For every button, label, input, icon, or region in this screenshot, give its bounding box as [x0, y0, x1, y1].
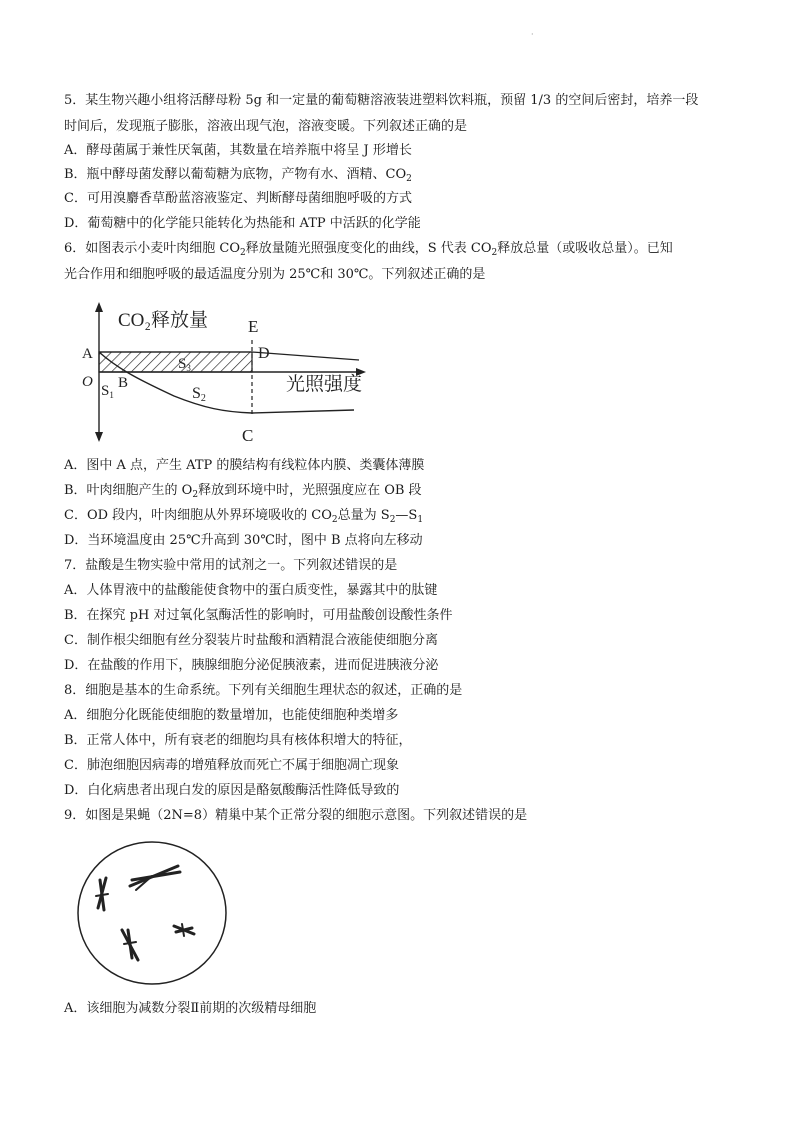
- q6-option-b: [64, 482, 422, 500]
- q6-option-c-part-c: —S: [395, 508, 418, 523]
- q5-option-c: C．可用溴麝香草酚蓝溶液鉴定、判断酵母菌细胞呼吸的方式: [64, 191, 412, 206]
- q8-stem: 8．细胞是基本的生命系统。下列有关细胞生理状态的叙述，正确的是: [64, 683, 463, 698]
- q8-option-c: C．肺泡细胞因病毒的增殖释放而死亡不属于细胞凋亡现象: [64, 758, 399, 773]
- q6-option-a: A．图中 A 点，产生 ATP 的膜结构有线粒体内膜、类囊体薄膜: [64, 458, 425, 473]
- chromosome-3: [122, 930, 138, 960]
- q5-stem-line2: 时间后，发现瓶子膨胀，溶液出现气泡，溶液变暖。下列叙述正确的是: [64, 119, 468, 134]
- y-axis-arrow-down: [95, 432, 103, 442]
- q6-option-c-sub1: 2: [331, 515, 338, 525]
- q6-stem-part-b: 释放量随光照强度变化的曲线，S 代表 CO: [245, 241, 492, 256]
- q8-option-b: B．正常人体中，所有衰老的细胞均具有核体积增大的特征，: [64, 733, 412, 748]
- q6-option-c-part-b: 总量为 S: [337, 508, 390, 523]
- q6-option-c-sub2: 2: [389, 515, 396, 525]
- q6-option-b-sub: 2: [192, 490, 199, 500]
- q9-stem: 9．如图是果蝇（2N=8）精巢中某个正常分裂的细胞示意图。下列叙述错误的是: [64, 808, 528, 823]
- q5-option-b-text: B．瓶中酵母菌发酵以葡萄糖为底物，产物有水、酒精、CO: [64, 167, 407, 182]
- q6-stem-part-c: 释放总量（或吸收总量）。已知: [497, 241, 673, 256]
- cell-membrane: [78, 842, 226, 984]
- point-a-label: A: [82, 346, 93, 362]
- q7-option-d: D．在盐酸的作用下，胰腺细胞分泌促胰液素，进而促进胰液分泌: [64, 658, 439, 673]
- y-axis-label: CO₂释放量: [118, 310, 209, 331]
- q8-option-a: A．细胞分化既能使细胞的数量增加，也能使细胞种类增多: [64, 708, 399, 723]
- s1-label: [101, 383, 114, 400]
- q6-option-c: [64, 507, 423, 525]
- q6-option-b-part-a: B．叶肉细胞产生的 O: [64, 483, 193, 498]
- q5-option-b-sub: 2: [406, 174, 412, 184]
- q5-option-a: A．酵母菌属于兼性厌氧菌，其数量在培养瓶中将呈 J 形增长: [64, 143, 412, 158]
- point-c-label: C: [242, 426, 254, 445]
- s1-label-sub: 1: [109, 390, 114, 400]
- q7-option-b: B．在探究 pH 对过氧化氢酶活性的影响时，可用盐酸创设酸性条件: [64, 608, 453, 623]
- point-b-label: B: [118, 375, 129, 391]
- s2-label-sub: 2: [200, 393, 206, 404]
- x-axis-label: 光照强度: [286, 374, 363, 395]
- q5-option-d: D．葡萄糖中的化学能只能转化为热能和 ATP 中活跃的化学能: [64, 216, 421, 231]
- q6-option-d: D．当环境温度由 25℃升高到 30℃时，图中 B 点将向左移动: [64, 533, 423, 548]
- q6-option-b-part-b: 释放到环境中时，光照强度应在 OB 段: [198, 483, 422, 498]
- q6-option-c-sub3: 1: [417, 515, 424, 525]
- q6-stem-part-a: 6．如图表示小麦叶肉细胞 CO: [64, 241, 241, 256]
- q8-option-d: D．白化病患者出现白发的原因是酪氨酸酶活性降低导致的: [64, 783, 400, 798]
- q5-stem-line1: 5．某生物兴趣小组将活酵母粉 5g 和一定量的葡萄糖溶液装进塑料饮料瓶，预留 1/3 的空间后密封，培养一段: [64, 93, 699, 108]
- q6-stem-line2: 光合作用和细胞呼吸的最适温度分别为 25℃和 30℃。下列叙述正确的是: [64, 267, 486, 282]
- s2-label-s: S: [192, 385, 201, 402]
- point-d-label: D: [258, 345, 270, 362]
- corner-mark: ·: [531, 30, 534, 39]
- chromosome-1: [130, 866, 180, 890]
- s3-label-sub: 3: [186, 363, 191, 373]
- q9-option-a: A．该细胞为减数分裂Ⅱ前期的次级精母细胞: [64, 1001, 317, 1016]
- y-axis-arrow: [95, 302, 103, 312]
- q6-stem-line1: [64, 240, 673, 258]
- cell-division-diagram: [74, 838, 234, 990]
- q5-option-b: [64, 166, 412, 184]
- q7-stem: 7．盐酸是生物实验中常用的试剂之一。下列叙述错误的是: [64, 558, 398, 573]
- s1-label-s: S: [101, 383, 110, 399]
- q6-option-c-part-a: C．OD 段内，叶肉细胞从外界环境吸收的 CO: [64, 508, 332, 523]
- q7-option-c: C．制作根尖细胞有丝分裂装片时盐酸和酒精混合液能使细胞分离: [64, 633, 438, 648]
- chromosome-4: [174, 924, 194, 936]
- s2-label: [192, 385, 206, 404]
- q7-option-a: A．人体胃液中的盐酸能使食物中的蛋白质变性，暴露其中的肽键: [64, 583, 438, 598]
- s3-label-s: S: [178, 356, 187, 372]
- chromosome-2: [96, 878, 108, 910]
- q6-stem-sub-a: 2: [240, 248, 246, 258]
- co2-light-diagram: [74, 300, 384, 448]
- q6-stem-sub-b: 2: [491, 248, 498, 258]
- point-e-label: E: [248, 317, 259, 336]
- point-o-label: O: [82, 374, 93, 390]
